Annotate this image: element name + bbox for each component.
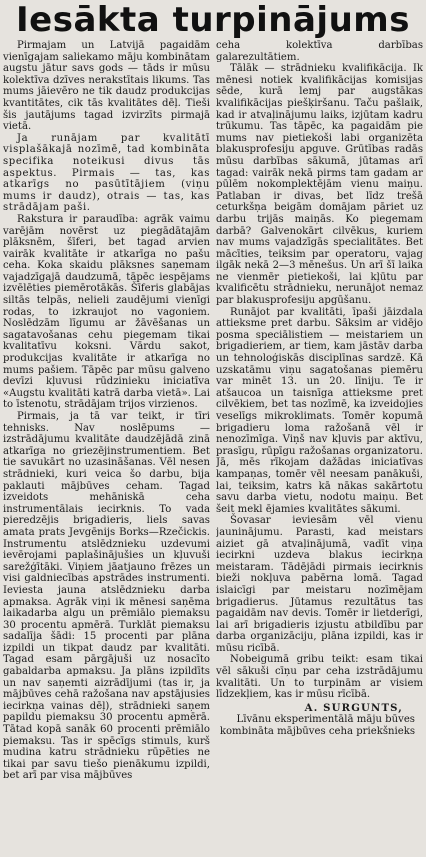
author-name: A. SURGUNTS, [304,702,403,714]
headline: Iesākta turpinājums [16,0,410,40]
paragraph: Ja runājam par kvalitātī visplašākajā nozīmē, tad kombināta specifika noteikusi divus tās aspektus. Pirmais — tas, kas atkarīgs no pasūtītājiem (viņu mums ir daudz), otrais — tas, kas strādājam paši. [3,132,210,214]
paragraph: Pirmajam un Latvijā pagaidām vienīgajam saliekamo māju kombinātam augstu jātur savs gods — tāds ir mūsu kolektīva dzīves nerakstītais likums. Tas mums jāievēro ne tik daudz produkcijas kvantitātes, cik tās kvalitātes dēļ. Tieši šis jautājums tagad izvirzīts pirmajā vietā. [3,40,210,133]
paragraph: Tālāk — strādnieku kvalifikācija. Ik mēnesi notiek kvalifikācijas komisijas sēde, kurā lemj par augstākas kvalifikācijas piešķiršanu. Taču pašlaik, kad ir atvaļinājumu laiks, izjūtam kadru trūkumu. Tas tāpēc, ka pagaidām pie mums nav pietiekoši labi organizēta blakusprofesiju apguve. Grūtības radās mūsu darbības sākumā, jūtamas arī tagad: vairāk nekā pirms tam gadam ar pūlēm nokomplektējām vienu maiņu. Patlaban ir divas, bet līdz trešā ceturkšņa beigām domājam pāriet uz darbu trijās maiņās. Ko piegemam darbā? Galvenokārt cilvēkus, kuriem nav mums vajadzīgās specialitātes. Bet mācīties, teiksim par operatoru, vajag ilgāk nekā 2—3 mēnešus. Un arī šī laika ne vienmēr pietiekoši, lai kļūtu par kvalificētu strādnieku, nerunājot nemaz par blakusprofesiju apgūšanu. [216,63,423,307]
article-body [3,40,423,857]
author-title: Līvānu eksperimentālā māju būves kombināta mājbūves ceha priekšnieks [219,714,415,738]
paragraph: Pirmais, ja tā var teikt, ir tīri tehnisks. Nav noslēpums — izstrādājumu kvalitāte daudzējādā zinā atkarīga no griezējinstrumentiem. Bet tie savukārt no uzasināšanas. Vēl nesen strādnieki, kuri veica šo darbu, bija paklauti mājbūves ceham. Tagad izveidots mehāniskā ceha instrumentālais iecirknis. To vada pieredzējis brigadieris, liels savas amata prats Jevgēnijs Borks—Rzečickis. Instrumentu atslēdznieku uzdevumi ievērojami paplašinājušies un kļuvuši sarežģītāki. Viņiem jāatjauno frēzes un visi galdniecības apstrādes instrumenti. Ieviesta jauna atslēdznieku darba apmaksa. Agrāk viņi ik mēnesi saņēma laikadarba algu un prēmiālo piemaksu 30 procentu apmērā. Turklāt piemaksu sadalīja šādi: 15 procenti par plāna izpildi un tikpat daudz par kvalitāti. Tagad esam pārgājuši uz nosacīto gabaldarba apmaksu. Ja plāns izpildīts un nav saņemti aizrādījumi (tas ir, ja mājbūves cehā ražošana nav apstājusies iecirkņa vainas dēļ), strādnieki saņem papildu piemaksu 30 procentu apmērā. Tātad kopā sanāk 60 procenti prēmiālo piemaksu. Tas ir spēcīgs stimuls, kurš mudina katru strādnieku rūpēties ne tikai par savu tiešo pienākumu izpildi, bet arī par visa mājbūves [3,411,210,782]
paragraph: Šovasar ieviesām vēl vienu jauninājumu. Parasti, kad meistars aiziet gā atvaļinājumā, vadīt viņa iecirkni uzdeva blakus iecirkņa meistaram. Tādējādi pirmais iecirknis bieži nokļuva pabērna lomā. Tagad islaicīgi par meistaru nozīmējam brigadierus. Jūtamus rezultātus tas pagaidām nav devis. Tomēr ir lietderīgi, lai arī brigadieris izjustu atbildību par darba organizāciju, plāna izpildi, kas ir mūsu ricībā. [216,515,423,654]
right-column [216,40,423,857]
paragraph: Rakstura ir paraudība: agrāk vaimu varējām novērst uz piegādātajām plāksnēm, šīferi, bet tagad arvien vairāk kvalitāte ir atkarīga no pašu ceha. Koka skaidu plāksnes saņemam vajadzīgajā daudzumā, tāpēc iespējams izvēlēties piemērotākās. Šīferis glabājas siltās telpās, nelieli zaudējumi vienīgi rodas, to izkraujot no vagoniem. Noslēdzām līgumu ar žāvēšanas un sagatavošanas cehu piegemam tikai kvalitatīvu koksni. Vārdu sakot, produkcijas kvalitāte ir atkarīga no mums pašiem. Tāpēc par mūsu galveno devīzi kļuvusi rūdzinieku iniciatīva «Augstu kvalitāti katrā darba vietā». Lai to īstenotu, strādājam trijos virzienos. [3,213,210,411]
paragraph: ceha kolektīva darbības galarezultātiem. [216,40,423,63]
paragraph: Runājot par kvalitāti, īpaši jāizdala attieksme pret darbu. Sāksim ar vidējo posma speciālistiem — meistariem un brigadieriem, ar tiem, kam jāstāv darba un tehnoloģiskās disciplīnas sardzē. Kā uzskatāmu viņu sagatošanas piemēru var minēt 13. un 20. līniju. Te ir atšaucoa un taisnīga attieksme pret cilvēkiem, bet tas nozīmē, ka izveidojies veselīgs mikroklimats. Tomēr kopumā brigadieru loma ražošanā vēl ir nenozīmīga. Viņš nav kļuvis par aktīvu, prasīgu, rūpīgu ražošanas organizatoru. Jā, mēs rīkojam dažādas iniciatīvas kampaņas, tomēr vēl neesam panākuši, lai, teiksim, katrs kā nākas sakārtotu savu darba vietu, nodotu maiņu. Bet šeit mekl ējamies kvalitātes sākumi. [216,306,423,515]
paragraph: Nobeigumā gribu teikt: esam tikai vēl sākuši cīņu par ceha izstrādājumu kvalitāti. Un to turpinām ar visiem līdzekļiem, kas ir mūsu rīcībā. [216,654,423,701]
signature-block [216,703,423,738]
left-column [3,40,210,857]
